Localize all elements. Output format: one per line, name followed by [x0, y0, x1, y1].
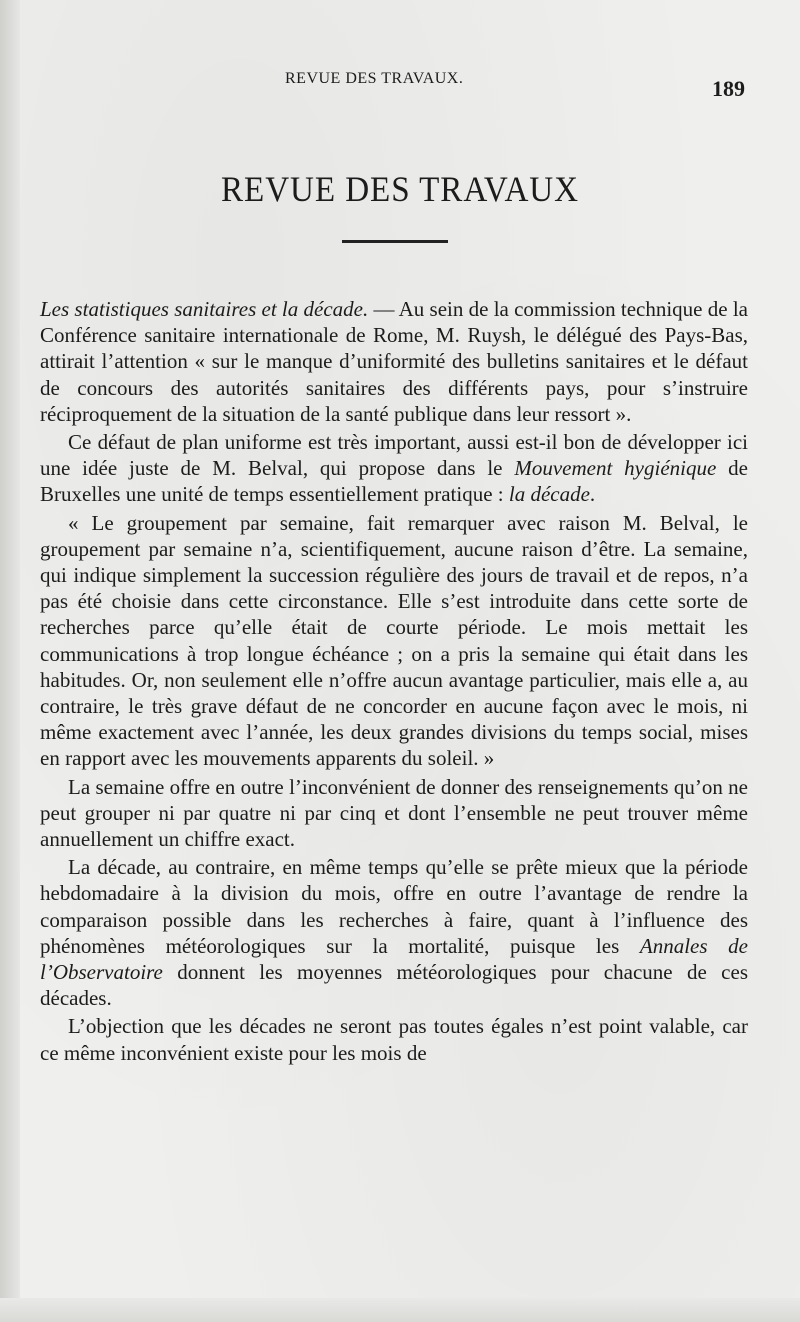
paragraph-1 — [40, 296, 748, 427]
page-number: 189 — [712, 76, 745, 101]
paragraph-2-text-c: . — [589, 482, 596, 507]
page-bottom-edge — [0, 1298, 800, 1322]
publication-title: Mouvement hygiénique — [514, 456, 717, 481]
paragraph-1-text: — Au sein de la commission technique de la Conférence sanitaire internationale de Rome, M. Ruysh, le délégué des Pays-Bas, attirait l’attention « sur le manque d’uniformité des bulletins sanitaires et le défaut de concours des autorités sanitaires des différents pays, pour s’instruire réciproquement de la situation de la santé publique dans leur ressort ». — [40, 297, 749, 426]
paragraph-3-quote: « Le groupement par semaine, fait remarquer avec raison M. Belval, le groupement par semaine n’a, scientifiquement, aucune raison d’être. La semaine, qui indique simplement la succession régulière des jours de travail et de repos, n’a pas été choisie dans cette circonstance. Elle s’est introduite dans cette sorte de recherches parce qu’elle était de courte période. Le mois mettait les communications à trop longue échéance ; on a pris la semaine qui était dans les habitudes. Or, non seulement elle n’offre aucun avantage particulier, mais elle a, au contraire, le très grave défaut de ne concorder en aucune façon avec le mois, ni même exactement avec l’année, les deux grandes divisions du temps social, mises en rapport avec les mouvements apparents du soleil. » — [40, 510, 748, 771]
paragraph-5 — [40, 854, 748, 1011]
paragraph-5-text-b: donnent les moyennes météorologiques pour chacune de ces décades. — [40, 960, 748, 1011]
title-divider — [342, 240, 448, 243]
paragraph-2-text-b: de Bruxelles une unité de temps essentiellement pratique : — [40, 456, 748, 507]
paragraph-2 — [40, 429, 748, 508]
paragraph-5-text-a: La décade, au contraire, en même temps qu’elle se prête mieux que la période hebdomadaire à la division du mois, offre en outre l’avantage de rendre la comparaison possible dans les recherches à faire, quant à l’influence des phénomènes météorologiques sur la mortalité, puisque les — [40, 855, 748, 958]
emphasis-decade: la décade — [508, 482, 590, 507]
article-lead: Les statistiques sanitaires et la décade. — [40, 297, 369, 321]
paragraph-2-text-a: Ce défaut de plan uniforme est très important, aussi est-il bon de développer ici une idée juste de M. Belval, qui propose dans le — [40, 430, 748, 481]
article-body — [40, 296, 748, 1068]
page-gutter-shadow — [0, 0, 20, 1322]
paragraph-4: La semaine offre en outre l’inconvénient de donner des renseignements qu’on ne peut grouper ni par quatre ni par cinq et dont l’ensemble ne peut trouver même annuellement un chiffre exact. — [40, 774, 748, 852]
page-title: REVUE DES TRAVAUX — [221, 169, 579, 209]
paragraph-6: L’objection que les décades ne seront pas toutes égales n’est point valable, car ce même inconvénient existe pour les mois de — [40, 1014, 748, 1065]
annales-title: Annales de l’Observatoire — [40, 933, 748, 985]
running-head: REVUE DES TRAVAUX. — [285, 70, 464, 87]
